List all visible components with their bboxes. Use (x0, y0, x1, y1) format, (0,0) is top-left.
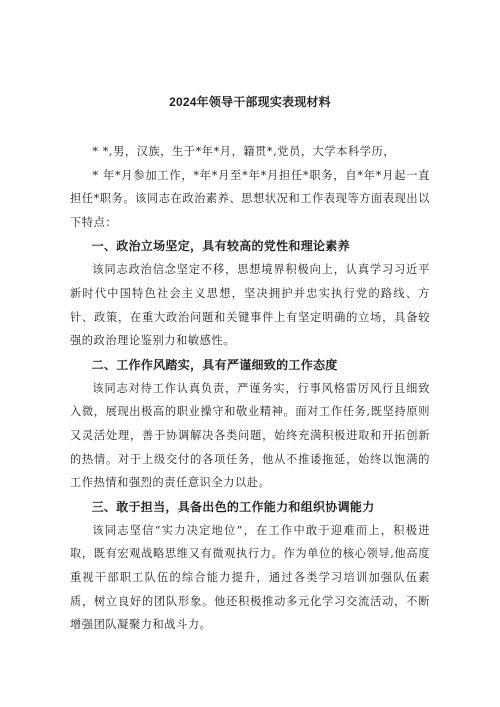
section-3 (70, 495, 430, 637)
section-body: 该同志政治信念坚定不移，思想境界积极向上，认真学习习近平新时代中国特色社会主义思想，坚决拥护并忠实执行党的路线、方针、政策，在重大政治问题和关键事件上有坚定明确的立场，具备较强的政治理论鉴别力和敏感性。 (70, 263, 430, 348)
document-title: 2024年领导干部现实表现材料 (169, 95, 331, 109)
section-heading: 三、敢于担当，具备出色的工作能力和组织协调能力 (91, 499, 375, 514)
intro-paragraph-2: * 年*月参加工作，*年*月至*年*月担任*职务，自*年*月起一直担任*职务。该同志在政治素养、思想状况和工作表现等方面表现出以下特点： (70, 168, 430, 229)
section-heading: 二、工作作风踏实，具有严谨细致的工作态度 (91, 357, 338, 372)
intro-paragraph-1: * *,男，汉族，生于*年*月，籍贯*,党员，大学本科学历， (92, 145, 396, 158)
section-1 (70, 234, 430, 352)
section-heading: 一、政治立场坚定，具有较高的党性和理论素养 (91, 239, 350, 254)
section-body: 该同志对待工作认真负责，严谨务实，行事风格雷厉风行且细致入微，展现出极高的职业操守和敬业精神。面对工作任务,既坚持原则又灵活处理，善于协调解决各类问题，始终充满积极进取和开拓创新的热情。对于上级交付的各项任务，他从不推诿拖延，始终以饱满的工作热情和强烈的责任意识全力以赴。 (70, 381, 430, 490)
section-2 (70, 353, 430, 495)
section-body: 该同志坚信“实力决定地位”，在工作中敢于迎难而上，积极进取，既有宏观战略思维又有微观执行力。作为单位的核心领导,他高度重视干部职工队伍的综合能力提升，通过各类学习培训加强队伍素质，树立良好的团队形象。他还积极推动多元化学习交流活动，不断增强团队凝聚力和战斗力。 (70, 523, 430, 632)
